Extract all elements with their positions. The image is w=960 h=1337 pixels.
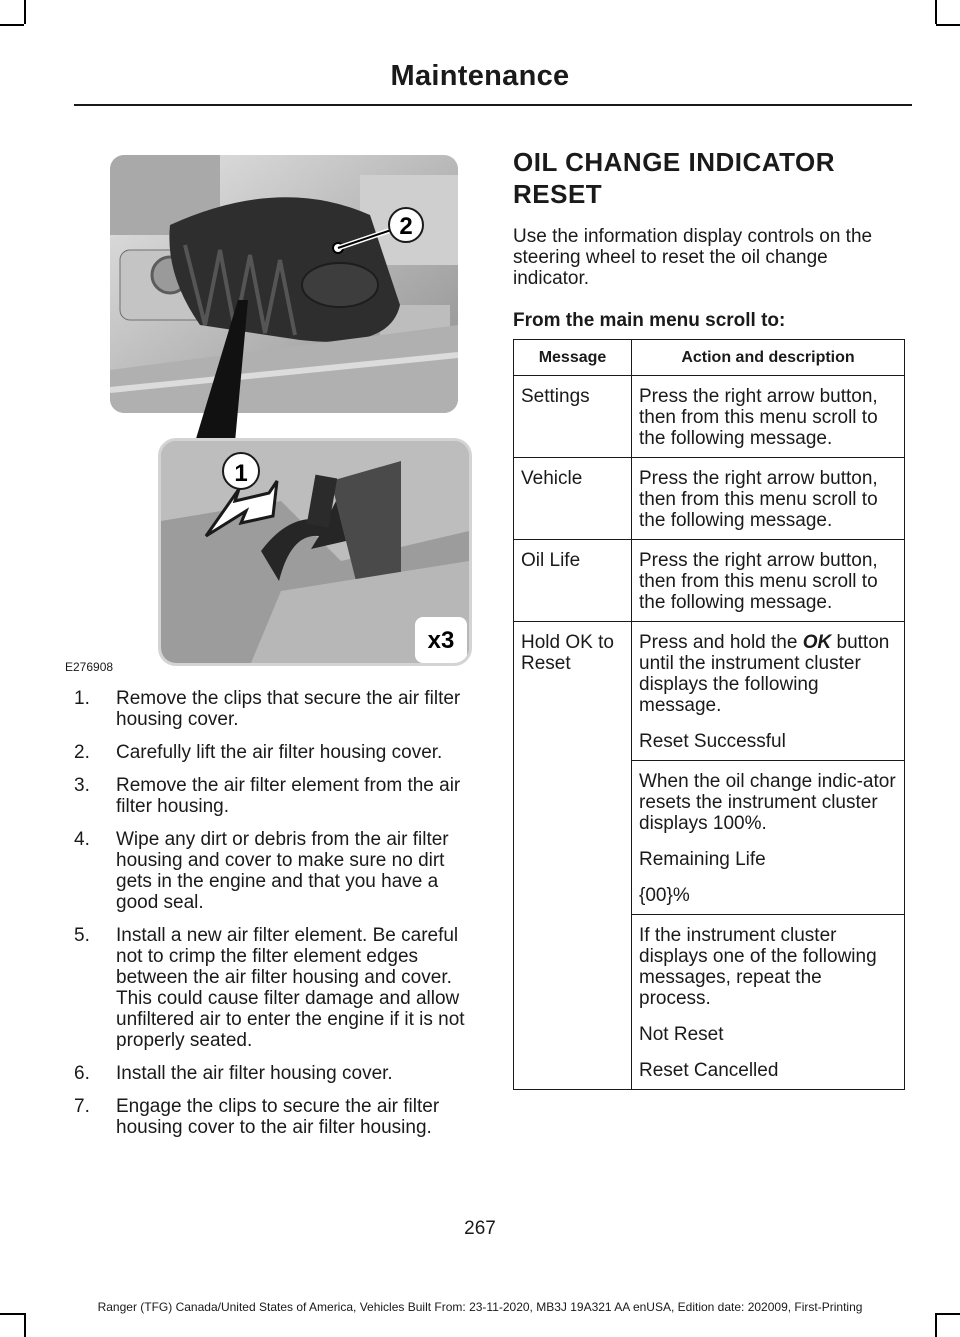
list-item: 7. Engage the clips to secure the air filter housing cover to the air filter housing. [74,1096,440,1138]
magnify-wedge-svg [65,150,477,450]
air-filter-figure [65,150,477,678]
crop-mark [24,1313,26,1337]
steps-list [74,688,476,1150]
crop-mark [24,0,26,24]
action-cell: Press the right arrow button, then from this menu scroll to the following message. [632,376,905,458]
callout-1-label: 1 [234,460,248,487]
action-cell: If the instrument cluster displays one of the following messages, repeat the process. Not Reset Reset Cancelled [632,915,905,1090]
action-cell: Press and hold the OK button until the instrument cluster displays the following message. Reset Successful [632,622,905,761]
list-item: 1. Remove the clips that secure the air filter housing cover. [74,688,461,730]
column-header-action: Action and description [632,340,905,376]
message-cell: Oil Life [514,540,632,622]
list-item: 5. Install a new air filter element. Be careful not to crimp the filter element edges between the air filter housing and cover. This could cause filter damage and allow unfiltered air to enter the engine if it is not properly seated. [74,925,465,1051]
page-footer: Ranger (TFG) Canada/United States of America, Vehicles Built From: 23-11-2020, MB3J 19A321 AA enUSA, Edition date: 202009, First-Printing [97,1300,863,1314]
display-message: Remaining Life [639,849,766,870]
table-row [514,622,905,761]
crop-mark [936,24,960,26]
crop-mark [0,24,24,26]
display-message: Not Reset [639,1024,724,1045]
table-header-row [514,340,905,376]
header-rule [74,104,912,106]
crop-mark [935,0,937,24]
action-cell: Press the right arrow button, then from this menu scroll to the following message. [632,458,905,540]
list-item: 6. Install the air filter housing cover. [74,1063,393,1084]
list-item: 3. Remove the air filter element from the air filter housing. [74,775,461,817]
section-title: OIL CHANGE INDICATOR RESET [513,147,836,209]
section-intro: Use the information display controls on the steering wheel to reset the oil change indicator. [513,226,873,289]
crop-mark [935,1313,937,1337]
message-cell: Settings [514,376,632,458]
section-subhead: From the main menu scroll to: [513,310,786,331]
action-cell: Press the right arrow button, then from this menu scroll to the following message. [632,540,905,622]
figure-code: E276908 [65,660,114,674]
action-cell: When the oil change indic-ator resets the instrument cluster displays 100%. Remaining Life {00}% [632,761,905,915]
display-message: Reset Successful [639,731,786,752]
message-cell: Vehicle [514,458,632,540]
display-message: {00}% [639,885,690,906]
column-header-message: Message [514,340,632,376]
page-number: 267 [464,1218,496,1239]
table-row [514,458,905,540]
table-row [514,540,905,622]
page-header-title: Maintenance [390,60,570,92]
oil-reset-table [513,339,905,1090]
table-row [514,376,905,458]
multiplier-label: x3 [427,627,455,654]
callout-2-label: 2 [399,213,413,240]
display-message: Reset Cancelled [639,1060,779,1081]
clip-closeup-illustration [158,438,472,666]
list-item: 4. Wipe any dirt or debris from the air filter housing and cover to make sure no dirt gets in the engine and that you have a good seal. [74,829,449,913]
message-cell: Hold OK to Reset [514,622,632,1090]
list-item: 2. Carefully lift the air filter housing cover. [74,742,443,763]
clip-closeup-svg [161,441,469,663]
